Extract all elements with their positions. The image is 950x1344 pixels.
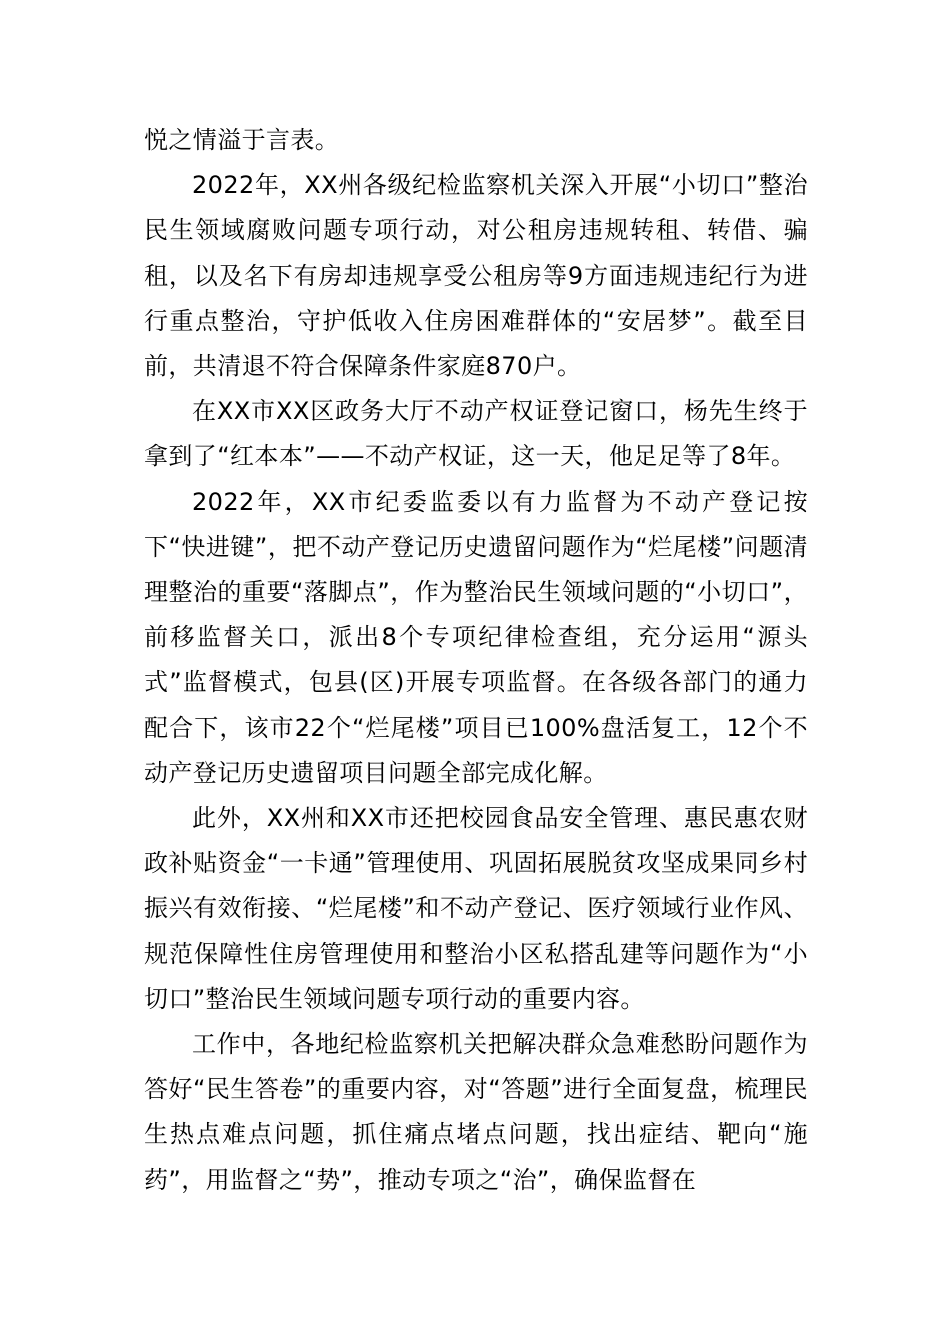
paragraph-additional-contents: 此外，XX州和XX市还把校园食品安全管理、惠民惠农财政补贴资金“一卡通”管理使用、巩固拓展脱贫攻坚成果同乡村振兴有效衔接、“烂尾楼”和不动产登记、医疗领域行业作风、规范保障性住房管理使用和整治小区私搭乱建等问题作为“小切口”整治民生领域问题专项行动的重要内容。 — [144, 804, 808, 1013]
document-body — [144, 118, 808, 1203]
paragraph-property-certificate: 在XX市XX区政务大厅不动产权证登记窗口，杨先生终于拿到了“红本本”——不动产权证，这一天，他足足等了8年。 — [144, 397, 808, 471]
paragraph-work-approach: 工作中，各地纪检监察机关把解决群众急难愁盼问题作为答好“民生答卷”的重要内容，对“答题”进行全面复盘，梳理民生热点难点问题，抓住痛点堵点问题，找出症结、靶向“施药”，用监督之“势”，推动专项之“治”，确保监督在 — [144, 1030, 808, 1194]
paragraph-continuation: 悦之情溢于言表。 — [144, 126, 340, 154]
paragraph-real-estate-registration: 2022年，XX市纪委监委以有力监督为不动产登记按下“快进键”，把不动产登记历史遗留问题作为“烂尾楼”问题清理整治的重要“落脚点”，作为整治民生领域问题的“小切口”，前移监督关口，派出8个专项纪律检查组，充分运用“源头式”监督模式，包县(区)开展专项监督。在各级各部门的通力配合下，该市22个“烂尾楼”项目已100%盘活复工，12个不动产登记历史遗留项目问题全部完成化解。 — [144, 487, 808, 787]
paragraph-public-housing: 2022年，XX州各级纪检监察机关深入开展“小切口”整治民生领域腐败问题专项行动，对公租房违规转租、转借、骗租，以及名下有房却违规享受公租房等9方面违规违纪行为进行重点整治，守护低收入住房困难群体的“安居梦”。截至目前，共清退不符合保障条件家庭870户。 — [144, 171, 808, 381]
